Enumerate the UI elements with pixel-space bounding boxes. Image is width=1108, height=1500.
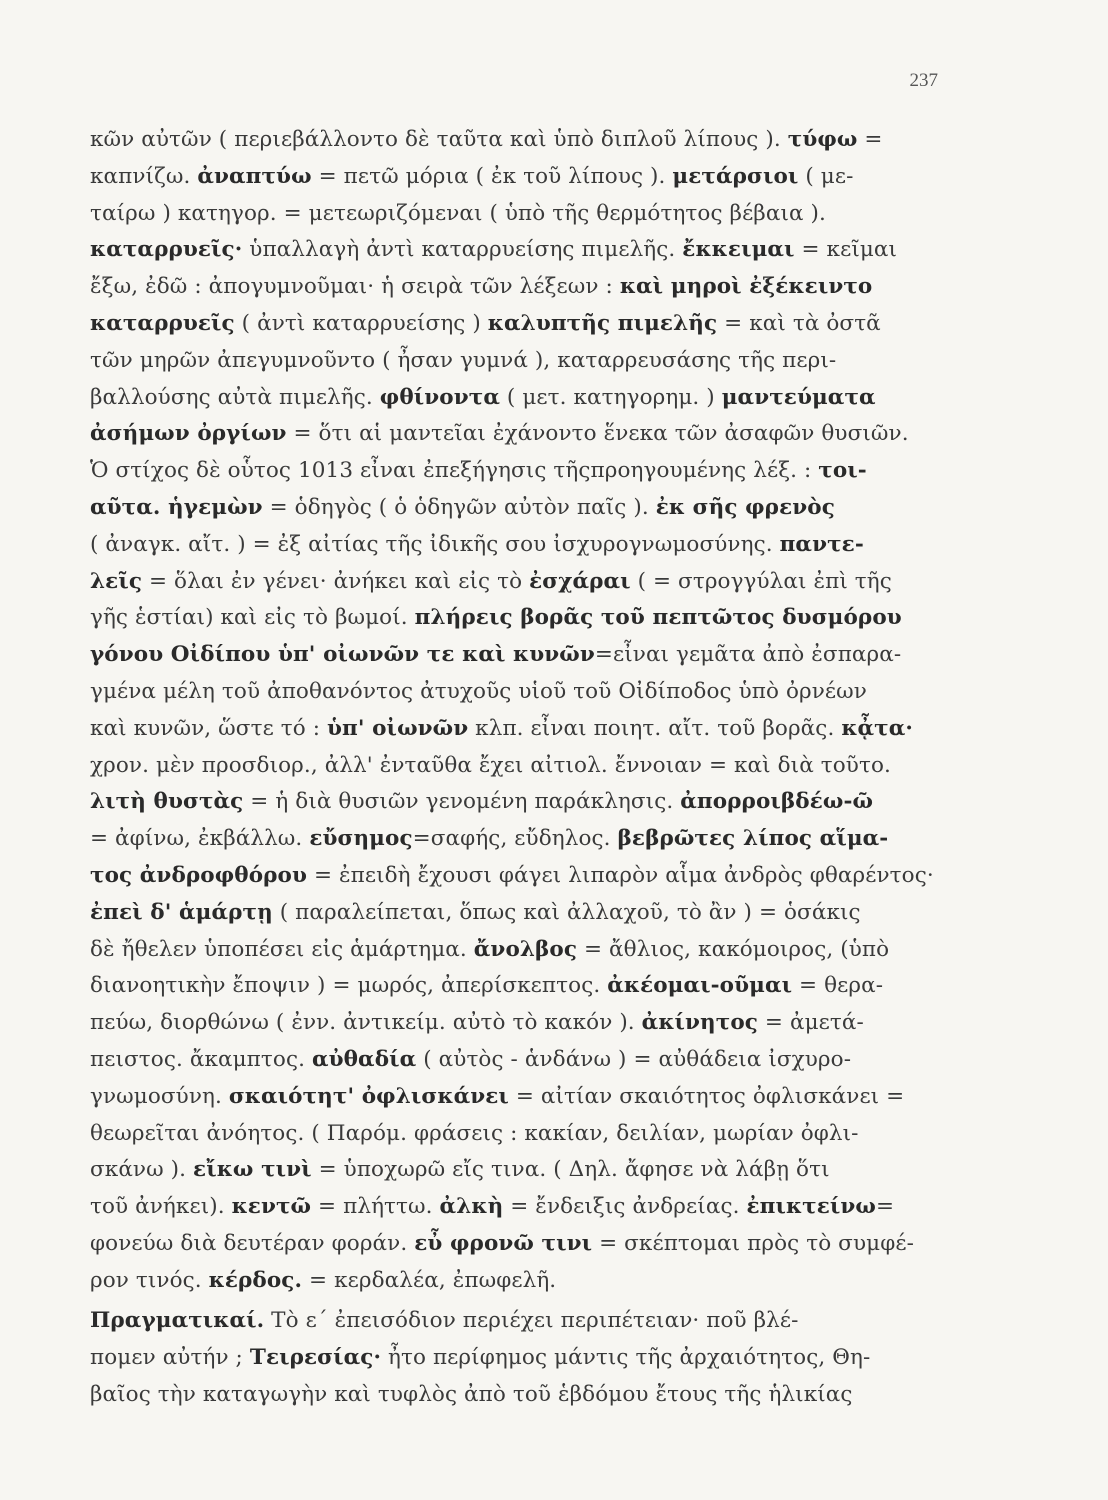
commentary-text [90, 122, 950, 1300]
lemma: ἐπεὶ δ' ἁμάρτῃ [90, 899, 273, 925]
gloss-text: = αἰτίαν σκαιότητος ὀφλισκάνει = [508, 1083, 905, 1109]
gloss-text: ταίρω ) κατηγορ. = μετεωριζόμεναι ( ὑπὸ τῆς θερμότητος βέβαια ). [90, 200, 826, 226]
lemma: βεβρῶτες λίπος αἵμα- [617, 826, 889, 852]
gloss-text: ( αὐτὸς - ἁνδάνω ) = αὐθάδεια ἰσχυρο- [416, 1046, 852, 1072]
gloss-text: = πετῶ μόρια ( ἐκ τοῦ λίπους ). [311, 163, 673, 189]
gloss-text: ( με- [798, 163, 854, 189]
gloss-text: τοῦ ἀνήκει). [90, 1194, 232, 1220]
lemma: τος ἀνδροφθόρου [90, 862, 308, 888]
text-line [90, 748, 950, 785]
lemma: κεντῶ [231, 1194, 312, 1220]
lemma: ἀσήμων ὀργίων [90, 421, 287, 447]
gloss-text: = ὅτι αἱ μαντεῖαι ἐχάνοντο ἕνεκα τῶν ἀσαφῶν θυσιῶν. [286, 421, 909, 447]
gloss-text: κλπ. εἶναι ποιητ. αἴτ. τοῦ βορᾶς. [468, 715, 842, 741]
lemma: Τειρεσίας· [249, 1344, 382, 1370]
text-line [90, 600, 950, 637]
lemma: λεῖς [90, 568, 143, 594]
gloss-text: χρον. μὲν προσδιορ., ἀλλ' ἐνταῦθα ἔχει αἰτιολ. ἔννοιαν = καὶ διὰ τοῦτο. [90, 752, 891, 778]
lemma: κᾆτα· [841, 715, 913, 741]
gloss-text: = ἡ διὰ θυσιῶν γενομένη παράκλησις. [243, 789, 681, 815]
lemma: μαντεύματα [721, 384, 876, 410]
gloss-text: πειστος. ἄκαμπτος. [90, 1046, 312, 1072]
text-line [90, 527, 950, 564]
lemma: ἔκκειμαι [682, 237, 795, 263]
lemma: κέρδος. [208, 1267, 303, 1293]
text-line [90, 821, 950, 858]
gloss-text: ( = στρογγύλαι ἐπὶ τῆς [630, 568, 892, 594]
gloss-text: φονεύω διὰ δευτέραν φοράν. [90, 1230, 415, 1256]
gloss-text: κῶν αὐτῶν ( περιεβάλλοντο δὲ ταῦτα καὶ ὑπὸ διπλοῦ λίπους ). [90, 127, 788, 152]
lemma: καταρρυεῖς [90, 310, 235, 336]
gloss-text: = [857, 127, 883, 152]
text-line [90, 858, 950, 895]
lemma: τοι- [818, 458, 867, 484]
gloss-text: = ὑποχωρῶ εἴς τινα. ( Δηλ. ἄφησε νὰ λάβῃ ὅτι [311, 1157, 830, 1183]
text-line [90, 1340, 950, 1377]
text-line [90, 232, 950, 269]
gloss-text: γῆς ἑστίαι) καὶ εἰς τὸ βωμοί. [90, 605, 415, 631]
lemma: τύφω [787, 127, 858, 152]
gloss-text: = καὶ τὰ ὀστᾶ [717, 310, 881, 336]
gloss-text: =σαφής, εὔδηλος. [412, 826, 618, 852]
gloss-text: διανοητικὴν ἔποψιν ) = μωρός, ἀπερίσκεπτος. [90, 973, 608, 999]
gloss-text: γμένα μέλη τοῦ ἀποθανόντος ἀτυχοῦς υἱοῦ τοῦ Οἰδίποδος ὑπὸ ὀρνέων [90, 678, 867, 704]
gloss-text: =εἶναι γεμᾶτα ἀπὸ ἐσπαρα- [594, 642, 902, 668]
realia-section [90, 1303, 950, 1413]
lemma: ἀκέομαι-οῦμαι [607, 973, 793, 999]
lemma: καταρρυεῖς· [90, 237, 243, 263]
gloss-text: = ὁδηγὸς ( ὁ ὁδηγῶν αὐτὸν παῖς ). [262, 494, 656, 520]
lemma: εὔσημος [309, 826, 413, 852]
gloss-text: σκάνω ). [90, 1157, 194, 1183]
text-line [90, 968, 950, 1005]
gloss-text: = [876, 1194, 895, 1220]
gloss-text: ὑπαλλαγὴ ἀντὶ καταρρυείσης πιμελῆς. [242, 237, 683, 263]
text-line [90, 564, 950, 601]
text-line [90, 1116, 950, 1153]
lemma: αῦτα. ἡγεμὼν [90, 494, 263, 520]
gloss-text: γνωμοσύνη. [90, 1083, 229, 1109]
text-line [90, 1189, 950, 1226]
text-line [90, 1263, 950, 1300]
gloss-text: ἦτο περίφημος μάντις τῆς ἀρχαιότητος, Θη- [381, 1344, 871, 1370]
lemma: σκαιότητ' ὀφλισκάνει [228, 1083, 509, 1109]
gloss-text: ( παραλείπεται, ὅπως καὶ ἀλλαχοῦ, τὸ ἂν ) = ὁσάκις [272, 899, 861, 925]
text-line [90, 269, 950, 306]
gloss-text: βαῖος τὴν καταγωγὴν καὶ τυφλὸς ἀπὸ τοῦ ἑβδόμου ἔτους τῆς ἡλικίας [90, 1381, 853, 1407]
lemma: ἀπορροιβδέω-ῶ [680, 789, 874, 815]
gloss-text: καπνίζω. [90, 163, 198, 189]
text-line [90, 159, 950, 196]
gloss-text: = κεῖμαι [794, 237, 898, 263]
gloss-text: δὲ ἤθελεν ὑποπέσει εἰς ἁμάρτημα. [90, 936, 474, 962]
gloss-text: πεύω, διορθώνω ( ἐνν. ἀντικείμ. αὐτὸ τὸ κακόν ). [90, 1010, 642, 1036]
text-line [90, 1042, 950, 1079]
text-line [90, 343, 950, 380]
gloss-text: = ἔνδειξις ἀνδρείας. [503, 1194, 747, 1220]
page-number: 237 [909, 70, 938, 91]
lemma: ἀναπτύω [197, 163, 312, 189]
lemma: εἴκω τινὶ [193, 1157, 312, 1183]
lemma: ἐπικτείνω [746, 1194, 877, 1220]
text-line [90, 416, 950, 453]
gloss-text: ( ἀναγκ. αἴτ. ) = ἐξ αἰτίας τῆς ἰδικῆς σου ἰσχυρογνωμοσύνης. [90, 531, 780, 557]
gloss-text: ἔξω, ἐδῶ : ἀπογυμνοῦμαι· ἡ σειρὰ τῶν λέξεων : [90, 274, 620, 300]
gloss-text: = κερδαλέα, ἐπωφελῆ. [302, 1267, 557, 1293]
text-line [90, 196, 950, 233]
text-line [90, 932, 950, 969]
text-line [90, 674, 950, 711]
gloss-text: ρον τινός. [90, 1267, 209, 1293]
gloss-text: βαλλούσης αὐτὰ πιμελῆς. [90, 384, 380, 410]
gloss-text: = ἀφίνω, ἐκβάλλω. [90, 826, 310, 852]
text-line [90, 122, 950, 159]
gloss-text: ( μετ. κατηγορημ. ) [499, 384, 722, 410]
gloss-text: = ὅλαι ἐν γένει· ἀνήκει καὶ εἰς τὸ [142, 568, 530, 594]
text-line [90, 711, 950, 748]
gloss-text: Τὸ ε΄ ἐπεισόδιον περιέχει περιπέτειαν· ποῦ βλέ- [264, 1308, 799, 1333]
text-line [90, 1079, 950, 1116]
lemma: αὐθαδία [311, 1046, 417, 1072]
lemma: καλυπτῆς πιμελῆς [487, 310, 718, 336]
lemma: καὶ μηροὶ ἐξέκειντο [619, 274, 873, 300]
gloss-text: καὶ κυνῶν, ὥστε τό : [90, 715, 327, 741]
lemma: φθίνοντα [379, 384, 500, 410]
text-line [90, 1226, 950, 1263]
lemma: ἀκίνητος [641, 1010, 758, 1036]
lemma: εὖ φρονῶ τινι [414, 1230, 593, 1256]
gloss-text: Ὁ στίχος δὲ οὗτος 1013 εἶναι ἐπεξήγησις τῆςπροηγουμένης λέξ. : [90, 458, 819, 484]
lemma: ἄνολβος [473, 936, 578, 962]
lemma: ἀλκὴ [439, 1194, 504, 1220]
text-line [90, 306, 950, 343]
text-line [90, 637, 950, 674]
text-line [90, 784, 950, 821]
text-line [90, 1005, 950, 1042]
gloss-text: = ἀμετά- [757, 1010, 864, 1036]
lemma: ἐκ σῆς φρενὸς [655, 494, 835, 520]
gloss-text: = σκέπτομαι πρὸς τὸ συμφέ- [592, 1230, 914, 1256]
lemma: πλήρεις βορᾶς τοῦ πεπτῶτος δυσμόρου [414, 605, 902, 631]
text-line [90, 895, 950, 932]
gloss-text: ( ἀντὶ καταρρυείσης ) [234, 310, 488, 336]
text-line [90, 453, 950, 490]
gloss-text: = ἐπειδὴ ἔχουσι φάγει λιπαρὸν αἷμα ἀνδρὸς φθαρέντος· [307, 862, 934, 888]
gloss-text: πομεν αὐτήν ; [90, 1344, 250, 1370]
gloss-text: θεωρεῖται ἀνόητος. ( Παρόμ. φράσεις : κακίαν, δειλίαν, μωρίαν ὀφλι- [90, 1120, 859, 1146]
text-line [90, 1152, 950, 1189]
gloss-text: = θερα- [792, 973, 884, 999]
lemma: παντε- [779, 531, 864, 557]
text-line [90, 380, 950, 417]
text-line [90, 1303, 950, 1340]
lemma: Πραγματικαί. [90, 1308, 265, 1333]
lemma: ὑπ' οἰωνῶν [327, 715, 469, 741]
lemma: γόνου Οἰδίπου ὑπ' οἰωνῶν τε καὶ κυνῶν [90, 642, 595, 668]
lemma: ἐσχάραι [529, 568, 631, 594]
lemma: λιτὴ θυστὰς [90, 789, 244, 815]
gloss-text: τῶν μηρῶν ἀπεγυμνοῦντο ( ἦσαν γυμνά ), καταρρευσάσης τῆς περι- [90, 347, 837, 373]
gloss-text: = πλήττω. [311, 1194, 440, 1220]
lemma: μετάρσιοι [672, 163, 799, 189]
gloss-text: = ἄθλιος, κακόμοιρος, (ὑπὸ [577, 936, 890, 962]
text-line [90, 490, 950, 527]
text-line [90, 1377, 950, 1414]
